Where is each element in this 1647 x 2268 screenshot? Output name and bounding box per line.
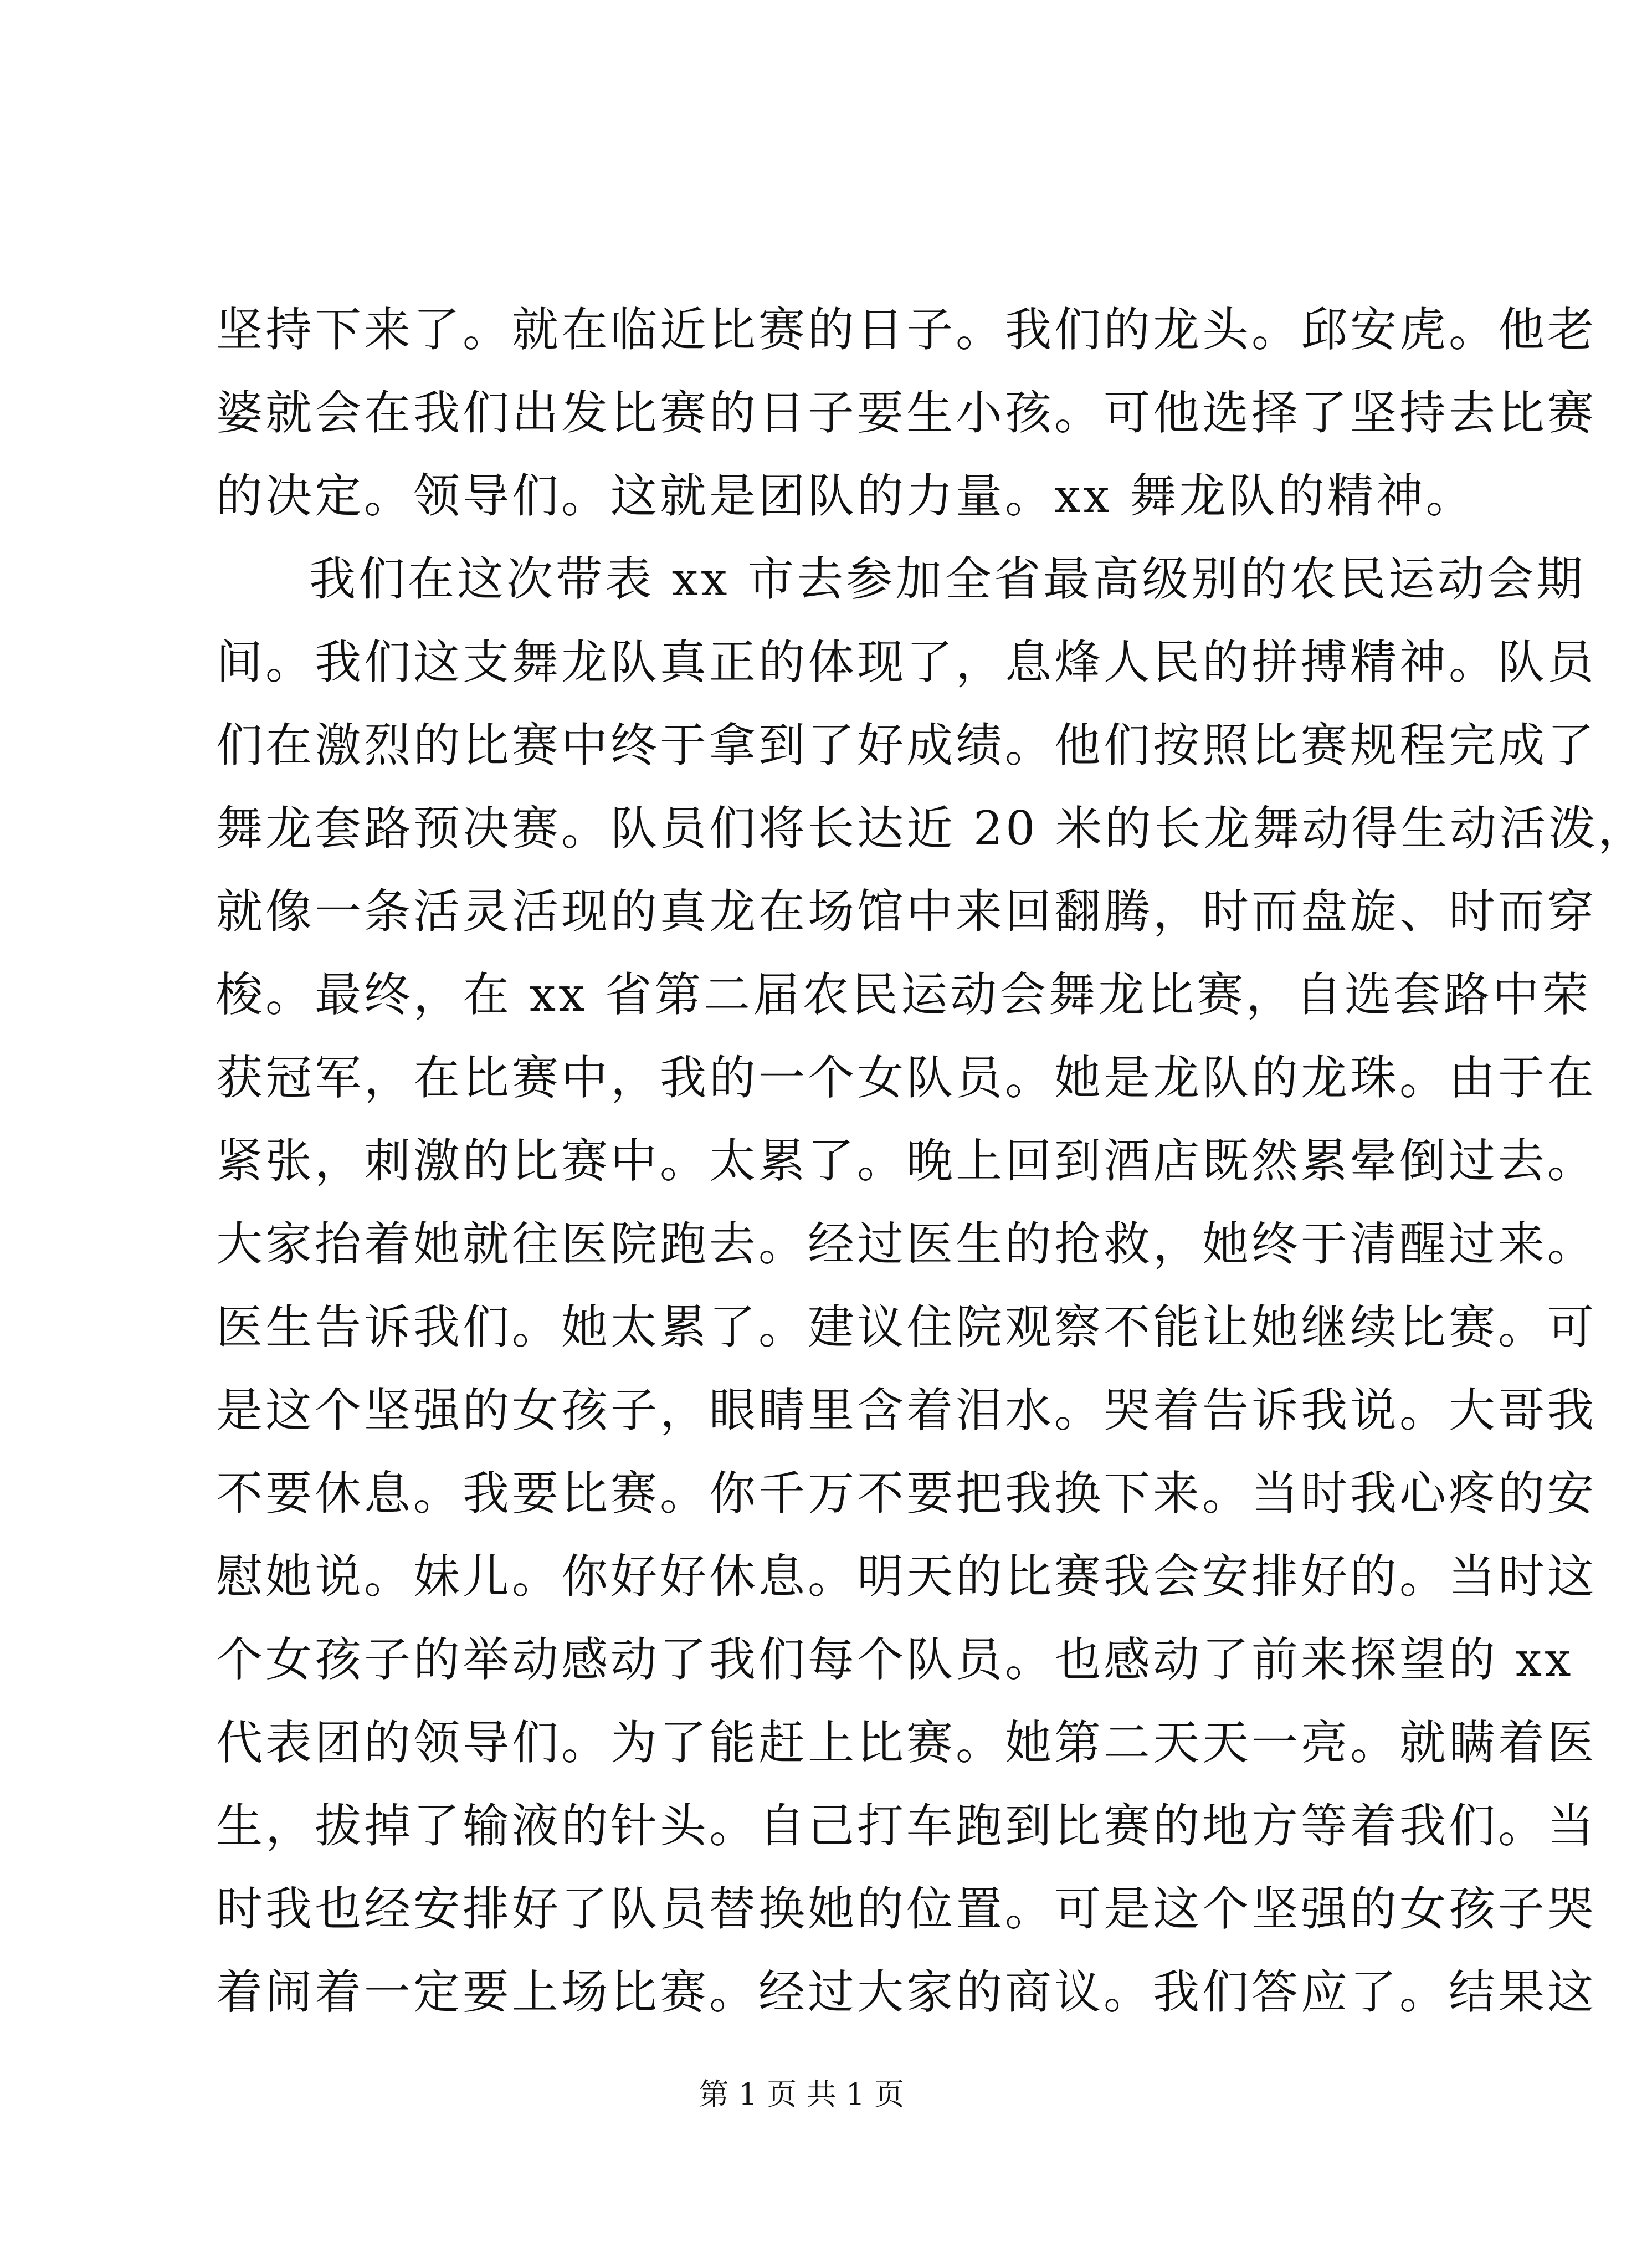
text-line: 们在激烈的比赛中终于拿到了好成绩。他们按照比赛规程完成了 [216, 718, 1597, 772]
text-line: 舞龙套路预决赛。队员们将长达近 20 米的长龙舞动得生动活泼， [216, 801, 1647, 856]
paragraph-start-line: 我们在这次带表 xx 市去参加全省最高级别的农民运动会期 [309, 552, 1586, 606]
text-line: 获冠军，在比赛中，我的一个女队员。她是龙队的龙珠。由于在 [216, 1051, 1597, 1105]
text-line: 紧张，刺激的比赛中。太累了。晚上回到酒店既然累晕倒过去。 [216, 1134, 1597, 1188]
text-line: 不要休息。我要比赛。你千万不要把我换下来。当时我心疼的安 [216, 1466, 1597, 1520]
text-line: 坚持下来了。就在临近比赛的日子。我们的龙头。邱安虎。他老 [216, 303, 1597, 357]
text-line: 间。我们这支舞龙队真正的体现了，息烽人民的拼搏精神。队员 [216, 635, 1597, 689]
text-line: 慰她说。妹儿。你好好休息。明天的比赛我会安排好的。当时这 [216, 1549, 1597, 1604]
text-line: 时我也经安排好了队员替换她的位置。可是这个坚强的女孩子哭 [216, 1882, 1597, 1936]
text-line: 生，拔掉了输液的针头。自己打车跑到比赛的地方等着我们。当 [216, 1799, 1597, 1853]
body-text [216, 288, 1647, 2034]
text-line: 就像一条活灵活现的真龙在场馆中来回翻腾，时而盘旋、时而穿 [216, 884, 1597, 939]
text-line: 是这个坚强的女孩子，眼睛里含着泪水。哭着告诉我说。大哥我 [216, 1383, 1597, 1437]
text-line: 的决定。领导们。这就是团队的力量。xx 舞龙队的精神。 [216, 469, 1475, 523]
text-line: 个女孩子的举动感动了我们每个队员。也感动了前来探望的 xx [216, 1632, 1574, 1687]
text-line: 大家抬着她就往医院跑去。经过医生的抢救，她终于清醒过来。 [216, 1217, 1597, 1271]
text-line: 代表团的领导们。为了能赶上比赛。她第二天天一亮。就瞒着医 [216, 1716, 1597, 1770]
text-line: 医生告诉我们。她太累了。建议住院观察不能让她继续比赛。可 [216, 1300, 1597, 1354]
page-number-footer: 第 1 页 共 1 页 [699, 2077, 905, 2112]
text-line: 着闹着一定要上场比赛。经过大家的商议。我们答应了。结果这 [216, 1965, 1597, 2019]
text-line: 婆就会在我们出发比赛的日子要生小孩。可他选择了坚持去比赛 [216, 386, 1597, 440]
text-line: 梭。最终，在 xx 省第二届农民运动会舞龙比赛，自选套路中荣 [216, 967, 1592, 1022]
